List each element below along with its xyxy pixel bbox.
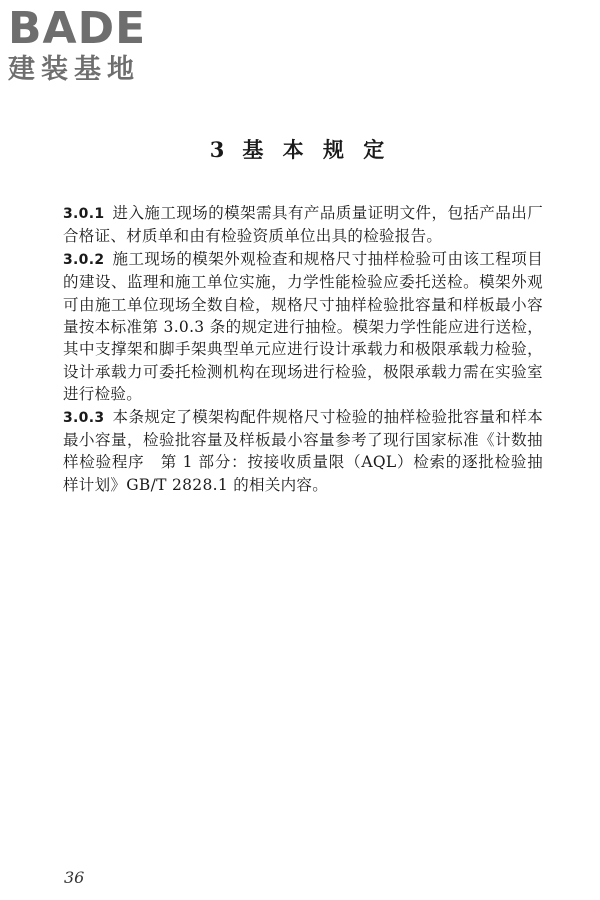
clause-3-0-3 <box>63 406 543 497</box>
chapter-number: 3 <box>209 137 231 162</box>
page-number: 36 <box>64 868 85 887</box>
logo <box>8 3 178 90</box>
chapter-title <box>0 134 600 164</box>
clause-number: 3.0.2 <box>63 251 105 268</box>
clause-3-0-2 <box>63 248 543 406</box>
clause-text: 进入施工现场的模架需具有产品质量证明文件，包括产品出厂合格证、材质单和由有检验资质单位出具的检验报告。 <box>63 204 543 246</box>
clause-number: 3.0.3 <box>63 409 105 426</box>
logo-brand: BADE <box>8 3 147 54</box>
clause-text: 本条规定了模架构配件规格尺寸检验的抽样检验批容量和样本最小容量，检验批容量及样板最小容量参考了现行国家标准《计数抽样检验程序 第 1 部分：按接收质量限（AQL）检索的逐批检验抽样计划》GB/T 2828.1 的相关内容。 <box>63 407 543 494</box>
clause-number: 3.0.1 <box>63 206 105 222</box>
clause-3-0-1 <box>63 202 543 248</box>
logo-tagline: 建装基地 <box>8 54 140 85</box>
document-body <box>63 202 543 496</box>
chapter-title-text: 基 本 规 定 <box>242 137 391 162</box>
clause-text: 施工现场的模架外观检查和规格尺寸抽样检验可由该工程项目的建设、监理和施工单位实施，力学性能检验应委托送检。模架外观可由施工单位现场全数自检，规格尺寸抽样检验批容量和样板最小容量按本标准第 3.0.3 条的规定进行抽检。模架力学性能应进行送检，其中支撑架和脚手架典型单元应进行设计承载力和极限承载力检验，设计承载力可委托检测机构在现场进行检验，极限承载力需在实验室进行检验。 <box>63 249 543 404</box>
